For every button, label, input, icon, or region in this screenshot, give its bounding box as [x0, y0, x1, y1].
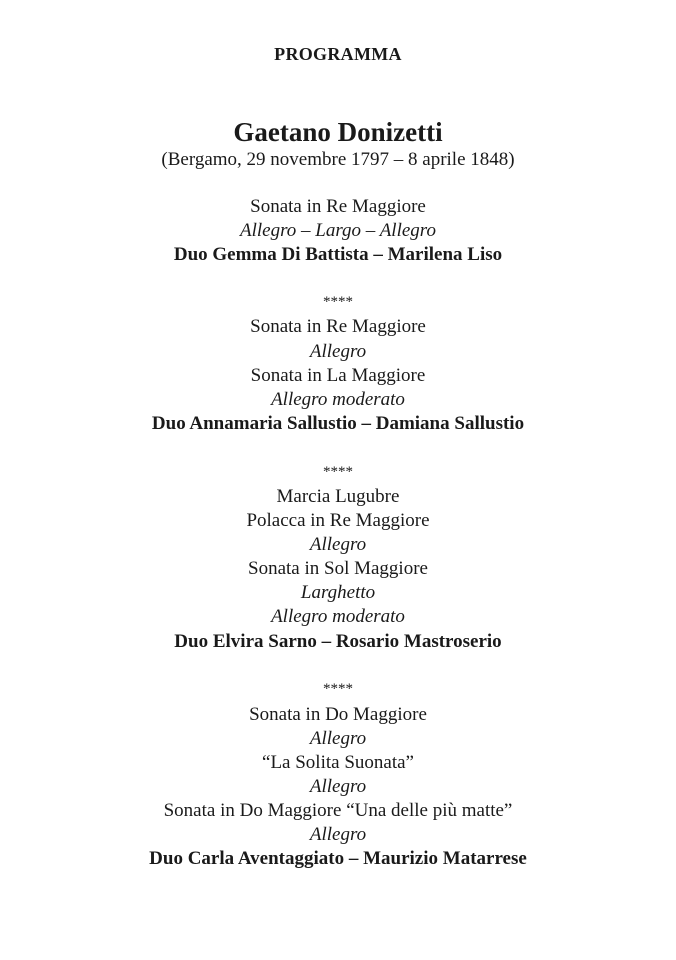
movement: Allegro	[309, 824, 367, 845]
work-title: Sonata in La Maggiore	[250, 365, 426, 386]
work-title: Sonata in Do Maggiore	[249, 704, 427, 725]
section-separator: ****	[323, 681, 353, 697]
performers: Duo Elvira Sarno – Rosario Mastroserio	[174, 631, 502, 652]
work-title: Polacca in Re Maggiore	[246, 510, 430, 531]
movement: Allegro moderato	[271, 606, 405, 627]
performers: Duo Annamaria Sallustio – Damiana Sallustio	[151, 413, 525, 434]
movement: Allegro – Largo – Allegro	[240, 220, 436, 241]
page-heading: PROGRAMMA	[274, 44, 402, 64]
movement: Allegro	[309, 728, 367, 749]
work-title: Sonata in Re Maggiore	[250, 196, 426, 217]
movement: Allegro	[309, 776, 367, 797]
work-title: Sonata in Sol Maggiore	[248, 558, 428, 579]
performers: Duo Gemma Di Battista – Marilena Liso	[173, 244, 503, 265]
work-title: Sonata in Do Maggiore “Una delle più matte”	[163, 800, 513, 821]
work-title: “La Solita Suonata”	[262, 752, 414, 773]
section-separator: ****	[323, 294, 353, 310]
composer-name: Gaetano Donizetti	[233, 117, 443, 147]
work-title: Sonata in Re Maggiore	[250, 316, 426, 337]
movement: Allegro	[309, 341, 367, 362]
section-separator: ****	[323, 464, 353, 480]
movement: Larghetto	[300, 582, 376, 603]
movement: Allegro	[309, 534, 367, 555]
composer-dates: (Bergamo, 29 novembre 1797 – 8 aprile 1848)	[161, 149, 515, 170]
movement: Allegro moderato	[271, 389, 405, 410]
performers: Duo Carla Aventaggiato – Maurizio Matarrese	[149, 848, 527, 869]
work-title: Marcia Lugubre	[276, 486, 400, 507]
